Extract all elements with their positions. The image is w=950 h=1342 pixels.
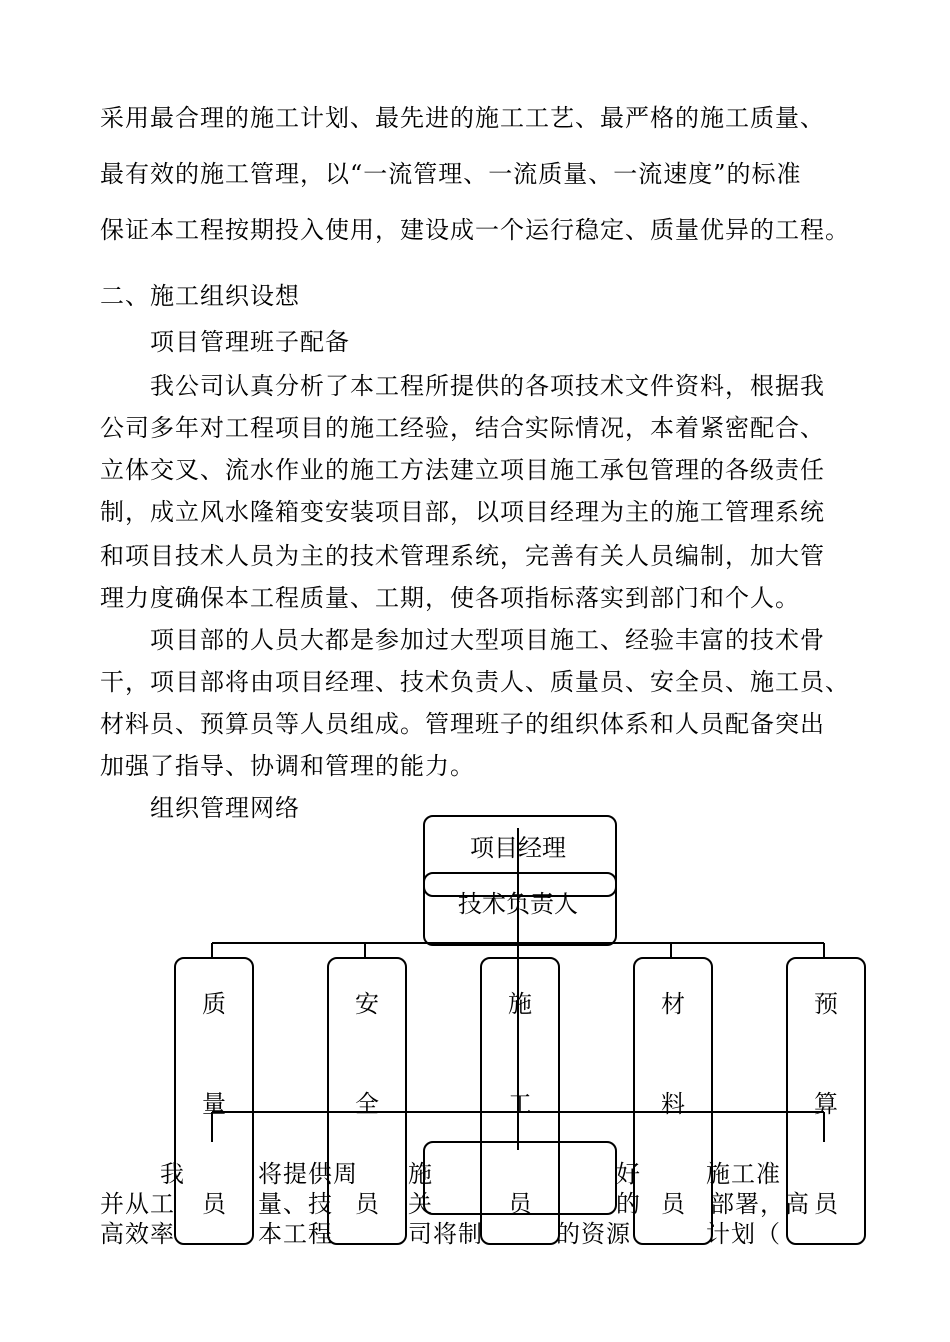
staff-construction-char: 员 [508,1190,532,1218]
paragraph-2-line-4: 制，成立风水隆箱变安装项目部，以项目经理为主的施工管理系统 [100,498,825,526]
obscured-text-fragment: 计划（ [706,1220,781,1248]
paragraph-1-line-2: 最有效的施工管理，以“一流管理、一流质量、一流速度”的标准 [100,160,802,188]
paragraph-3-line-4: 加强了指导、协调和管理的能力。 [100,752,475,780]
paragraph-2-line-2: 公司多年对工程项目的施工经验，结合实际情况，本着紧密配合、 [100,414,825,442]
section-heading: 二、施工组织设想 [100,282,300,310]
paragraph-3-line-3: 材料员、预算员等人员组成。管理班子的组织体系和人员配备突出 [100,710,825,738]
obscured-text-fragment: 将提供周 [258,1160,358,1188]
obscured-text-fragment: 关 [408,1190,433,1218]
staff-materials-char: 料 [661,1090,685,1118]
obscured-text-fragment: 量、技 [258,1190,333,1218]
staff-safety-char: 员 [355,1190,379,1218]
staff-budget-char: 算 [814,1090,838,1118]
staff-safety-char: 安 [355,990,379,1018]
obscured-text-fragment: 并从工 [100,1190,175,1218]
obscured-text-fragment: 施 [408,1160,433,1188]
paragraph-2-line-1: 我公司认真分析了本工程所提供的各项技术文件资料，根据我 [150,372,825,400]
paragraph-3-line-1: 项目部的人员大都是参加过大型项目施工、经验丰富的技术骨 [150,626,825,654]
obscured-text-fragment: 的 [616,1190,641,1218]
staff-quality-char: 员 [202,1190,226,1218]
obscured-text-fragment: 的资源 [556,1220,631,1248]
obscured-text-fragment: 部署，高 [710,1190,810,1218]
obscured-text-fragment: 施工准 [706,1160,781,1188]
staff-materials-char: 材 [661,990,685,1018]
paragraph-2-line-6: 理力度确保本工程质量、工期，使各项指标落实到部门和个人。 [100,584,800,612]
staff-budget-char: 预 [814,990,838,1018]
manager-label: 项目经理 [470,834,566,862]
staff-construction-char: 工 [508,1090,532,1118]
paragraph-2-line-5: 和项目技术人员为主的技术管理系统，完善有关人员编制，加大管 [100,542,825,570]
obscured-text-fragment: 高效率 [100,1220,175,1248]
paragraph-3-line-2: 干，项目部将由项目经理、技术负责人、质量员、安全员、施工员、 [100,668,850,696]
obscured-text-fragment: 本工程 [258,1220,333,1248]
obscured-text-fragment: 好 [616,1160,641,1188]
staff-materials-char: 员 [661,1190,685,1218]
paragraph-1-line-1: 采用最合理的施工计划、最先进的施工工艺、最严格的施工质量、 [100,104,825,132]
staff-construction-char: 施 [508,990,532,1018]
staff-safety-char: 全 [355,1090,379,1118]
subheading-org-network: 组织管理网络 [150,794,300,822]
staff-quality-char: 质 [202,990,226,1018]
paragraph-1-line-3: 保证本工程按期投入使用，建设成一个运行稳定、质量优异的工程。 [100,216,850,244]
paragraph-2-line-3: 立体交叉、流水作业的施工方法建立项目施工承包管理的各级责任 [100,456,825,484]
obscured-text-fragment: 司将制 [408,1220,483,1248]
staff-budget-char: 员 [814,1190,838,1218]
subheading-team: 项目管理班子配备 [150,328,350,356]
tech-lead-label: 技术负责人 [458,890,578,918]
obscured-text-fragment: 我 [160,1160,185,1188]
staff-quality-char: 量 [202,1090,226,1118]
